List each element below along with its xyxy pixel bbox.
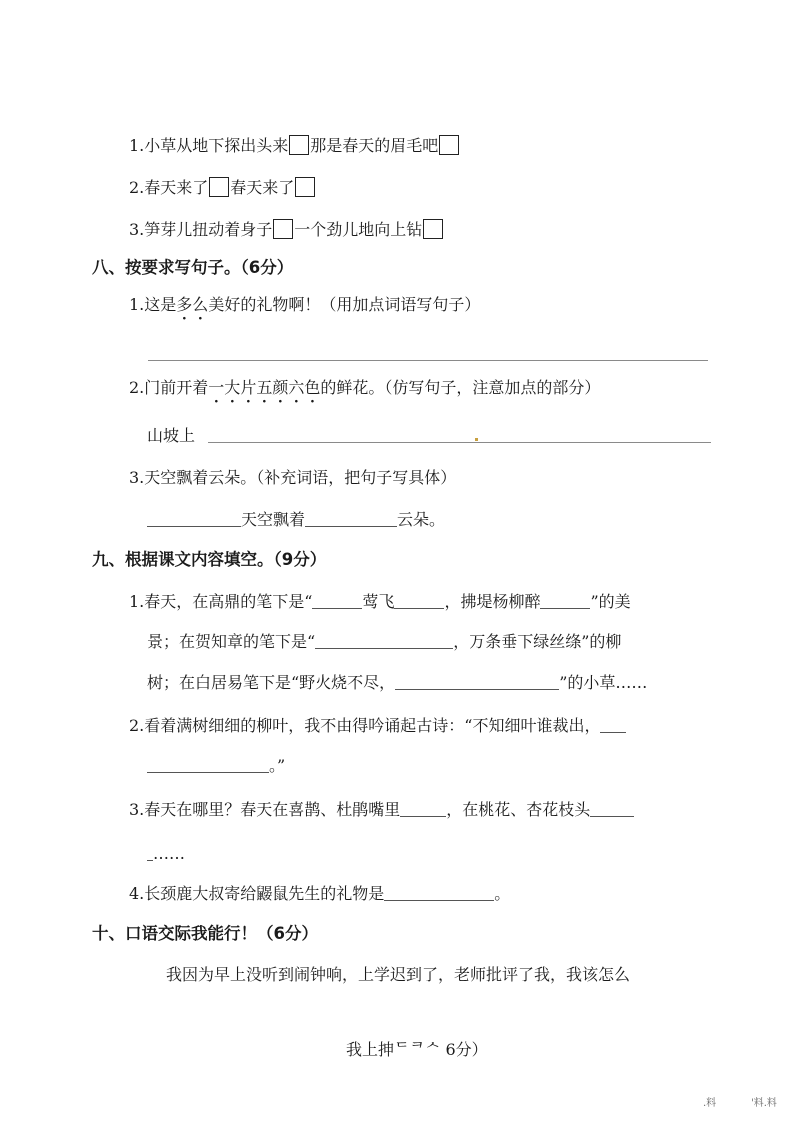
answer-blank[interactable] <box>312 594 362 609</box>
punctuation-box[interactable] <box>423 219 443 239</box>
question-text: 。 <box>494 884 511 903</box>
question-text: 春天在哪里？春天在喜鹊、杜鹃嘴里 <box>144 800 401 819</box>
question-text: ，拂堤杨柳醉 <box>444 592 541 611</box>
footer-left: .料 <box>703 1098 717 1109</box>
question-text: 天空飘着云朵。（补充词语，把句子写具体） <box>144 468 457 487</box>
section-ten-prompt: 我因为早上没听到闹钟响，上学迟到了，老师批评了我，我该怎么 <box>166 965 631 984</box>
question-text: 的鲜花。（仿写句子，注意加点的部分） <box>320 378 601 397</box>
question-text: 景；在贺知章的笔下是“ <box>147 632 316 651</box>
section-nine-title: 九、根据课文内容填空。（9分） <box>92 550 327 569</box>
question-number: 2. <box>129 716 145 735</box>
question-9-3-line2 <box>147 846 185 862</box>
dotted-char: 多 <box>176 295 193 314</box>
answer-blank[interactable] <box>540 594 590 609</box>
answer-text: 云朵。 <box>397 510 446 529</box>
question-text: 长颈鹿大叔寄给鼹鼠先生的礼物是 <box>144 884 385 903</box>
question-text: ”的小草…… <box>559 673 648 692</box>
question-number: 2. <box>129 178 145 197</box>
question-number: 3. <box>129 220 145 239</box>
question-text: 。” <box>269 756 286 775</box>
dotted-char: 色 <box>304 378 321 397</box>
dotted-char: 么 <box>192 295 209 314</box>
answer-line[interactable] <box>208 442 711 443</box>
question-text: ，在桃花、杏花枝头 <box>446 800 591 819</box>
answer-blank[interactable] <box>147 512 241 527</box>
question-9-1-line3 <box>147 675 647 691</box>
question-text: 笋芽儿扭动着身子 <box>144 220 273 239</box>
punctuation-box[interactable] <box>289 135 309 155</box>
question-9-4 <box>129 886 510 902</box>
question-text: ”的美 <box>590 592 631 611</box>
footer-right: '料.料 <box>751 1098 777 1109</box>
question-text: 美好的礼物啊！（用加点词语写句子） <box>208 295 481 314</box>
stray-mark <box>475 438 478 441</box>
question-text: 春天来了 <box>230 178 295 197</box>
question-text: 这是 <box>144 295 177 314</box>
answer-text: 天空飘着 <box>241 510 306 529</box>
question-text: 看着满树细细的柳叶，我不由得吟诵起古诗：“不知细叶谁裁出， <box>144 716 601 735</box>
question-number: 3. <box>129 800 145 819</box>
question-9-1-line1 <box>129 594 631 610</box>
answer-blank[interactable] <box>147 758 269 773</box>
question-text: 春天，在高鼎的笔下是“ <box>144 592 313 611</box>
question-8-1 <box>129 297 480 313</box>
punctuation-box[interactable] <box>295 177 315 197</box>
question-8-2 <box>129 380 600 396</box>
question-7-1 <box>129 135 460 155</box>
answer-prefix: 山坡上 <box>147 426 196 445</box>
punctuation-box[interactable] <box>439 135 459 155</box>
question-number: 1. <box>129 136 145 155</box>
answer-blank[interactable] <box>400 802 446 817</box>
question-text: 那是春天的眉毛吧 <box>310 136 439 155</box>
question-9-3 <box>129 802 634 818</box>
question-text: 小草从地下探出头来 <box>144 136 289 155</box>
answer-line[interactable] <box>148 360 708 361</box>
section-ten-title: 十、口语交际我能行！（6分） <box>92 924 318 943</box>
dotted-char: 一 <box>208 378 225 397</box>
dotted-char: 颜 <box>272 378 289 397</box>
question-7-2 <box>129 177 316 197</box>
question-text: 莺飞 <box>362 592 395 611</box>
question-number: 3. <box>129 468 145 487</box>
question-text: 门前开着 <box>144 378 209 397</box>
question-text: 一个劲儿地向上钻 <box>294 220 423 239</box>
question-9-1-line2 <box>147 634 621 650</box>
dotted-char: 五 <box>256 378 273 397</box>
question-9-2 <box>129 718 626 734</box>
punctuation-box[interactable] <box>273 219 293 239</box>
answer-blank[interactable] <box>395 675 559 690</box>
question-number: 1. <box>129 592 145 611</box>
question-number: 4. <box>129 884 145 903</box>
question-9-2-line2 <box>147 758 285 774</box>
question-number: 2. <box>129 378 145 397</box>
garbled-text: 我上抻ᄃᄏᄉ 6分） <box>346 1040 488 1059</box>
question-text: ，万条垂下绿丝绦”的柳 <box>453 632 622 651</box>
punctuation-box[interactable] <box>209 177 229 197</box>
answer-blank[interactable] <box>315 634 453 649</box>
answer-row-8-3 <box>147 512 445 528</box>
question-text: 春天来了 <box>144 178 209 197</box>
answer-blank[interactable] <box>600 718 626 733</box>
answer-blank[interactable] <box>394 594 444 609</box>
question-number: 1. <box>129 295 145 314</box>
question-text: 树；在白居易笔下是“野火烧不尽， <box>147 673 396 692</box>
dotted-char: 大 <box>224 378 241 397</box>
dotted-char: 六 <box>288 378 305 397</box>
question-8-3 <box>129 470 456 486</box>
question-text: …… <box>153 844 185 863</box>
answer-blank[interactable] <box>384 886 494 901</box>
answer-blank[interactable] <box>590 802 634 817</box>
section-eight-title: 八、按要求写句子。（6分） <box>92 258 294 277</box>
question-7-3 <box>129 219 444 239</box>
answer-blank[interactable] <box>305 512 397 527</box>
dotted-char: 片 <box>240 378 257 397</box>
